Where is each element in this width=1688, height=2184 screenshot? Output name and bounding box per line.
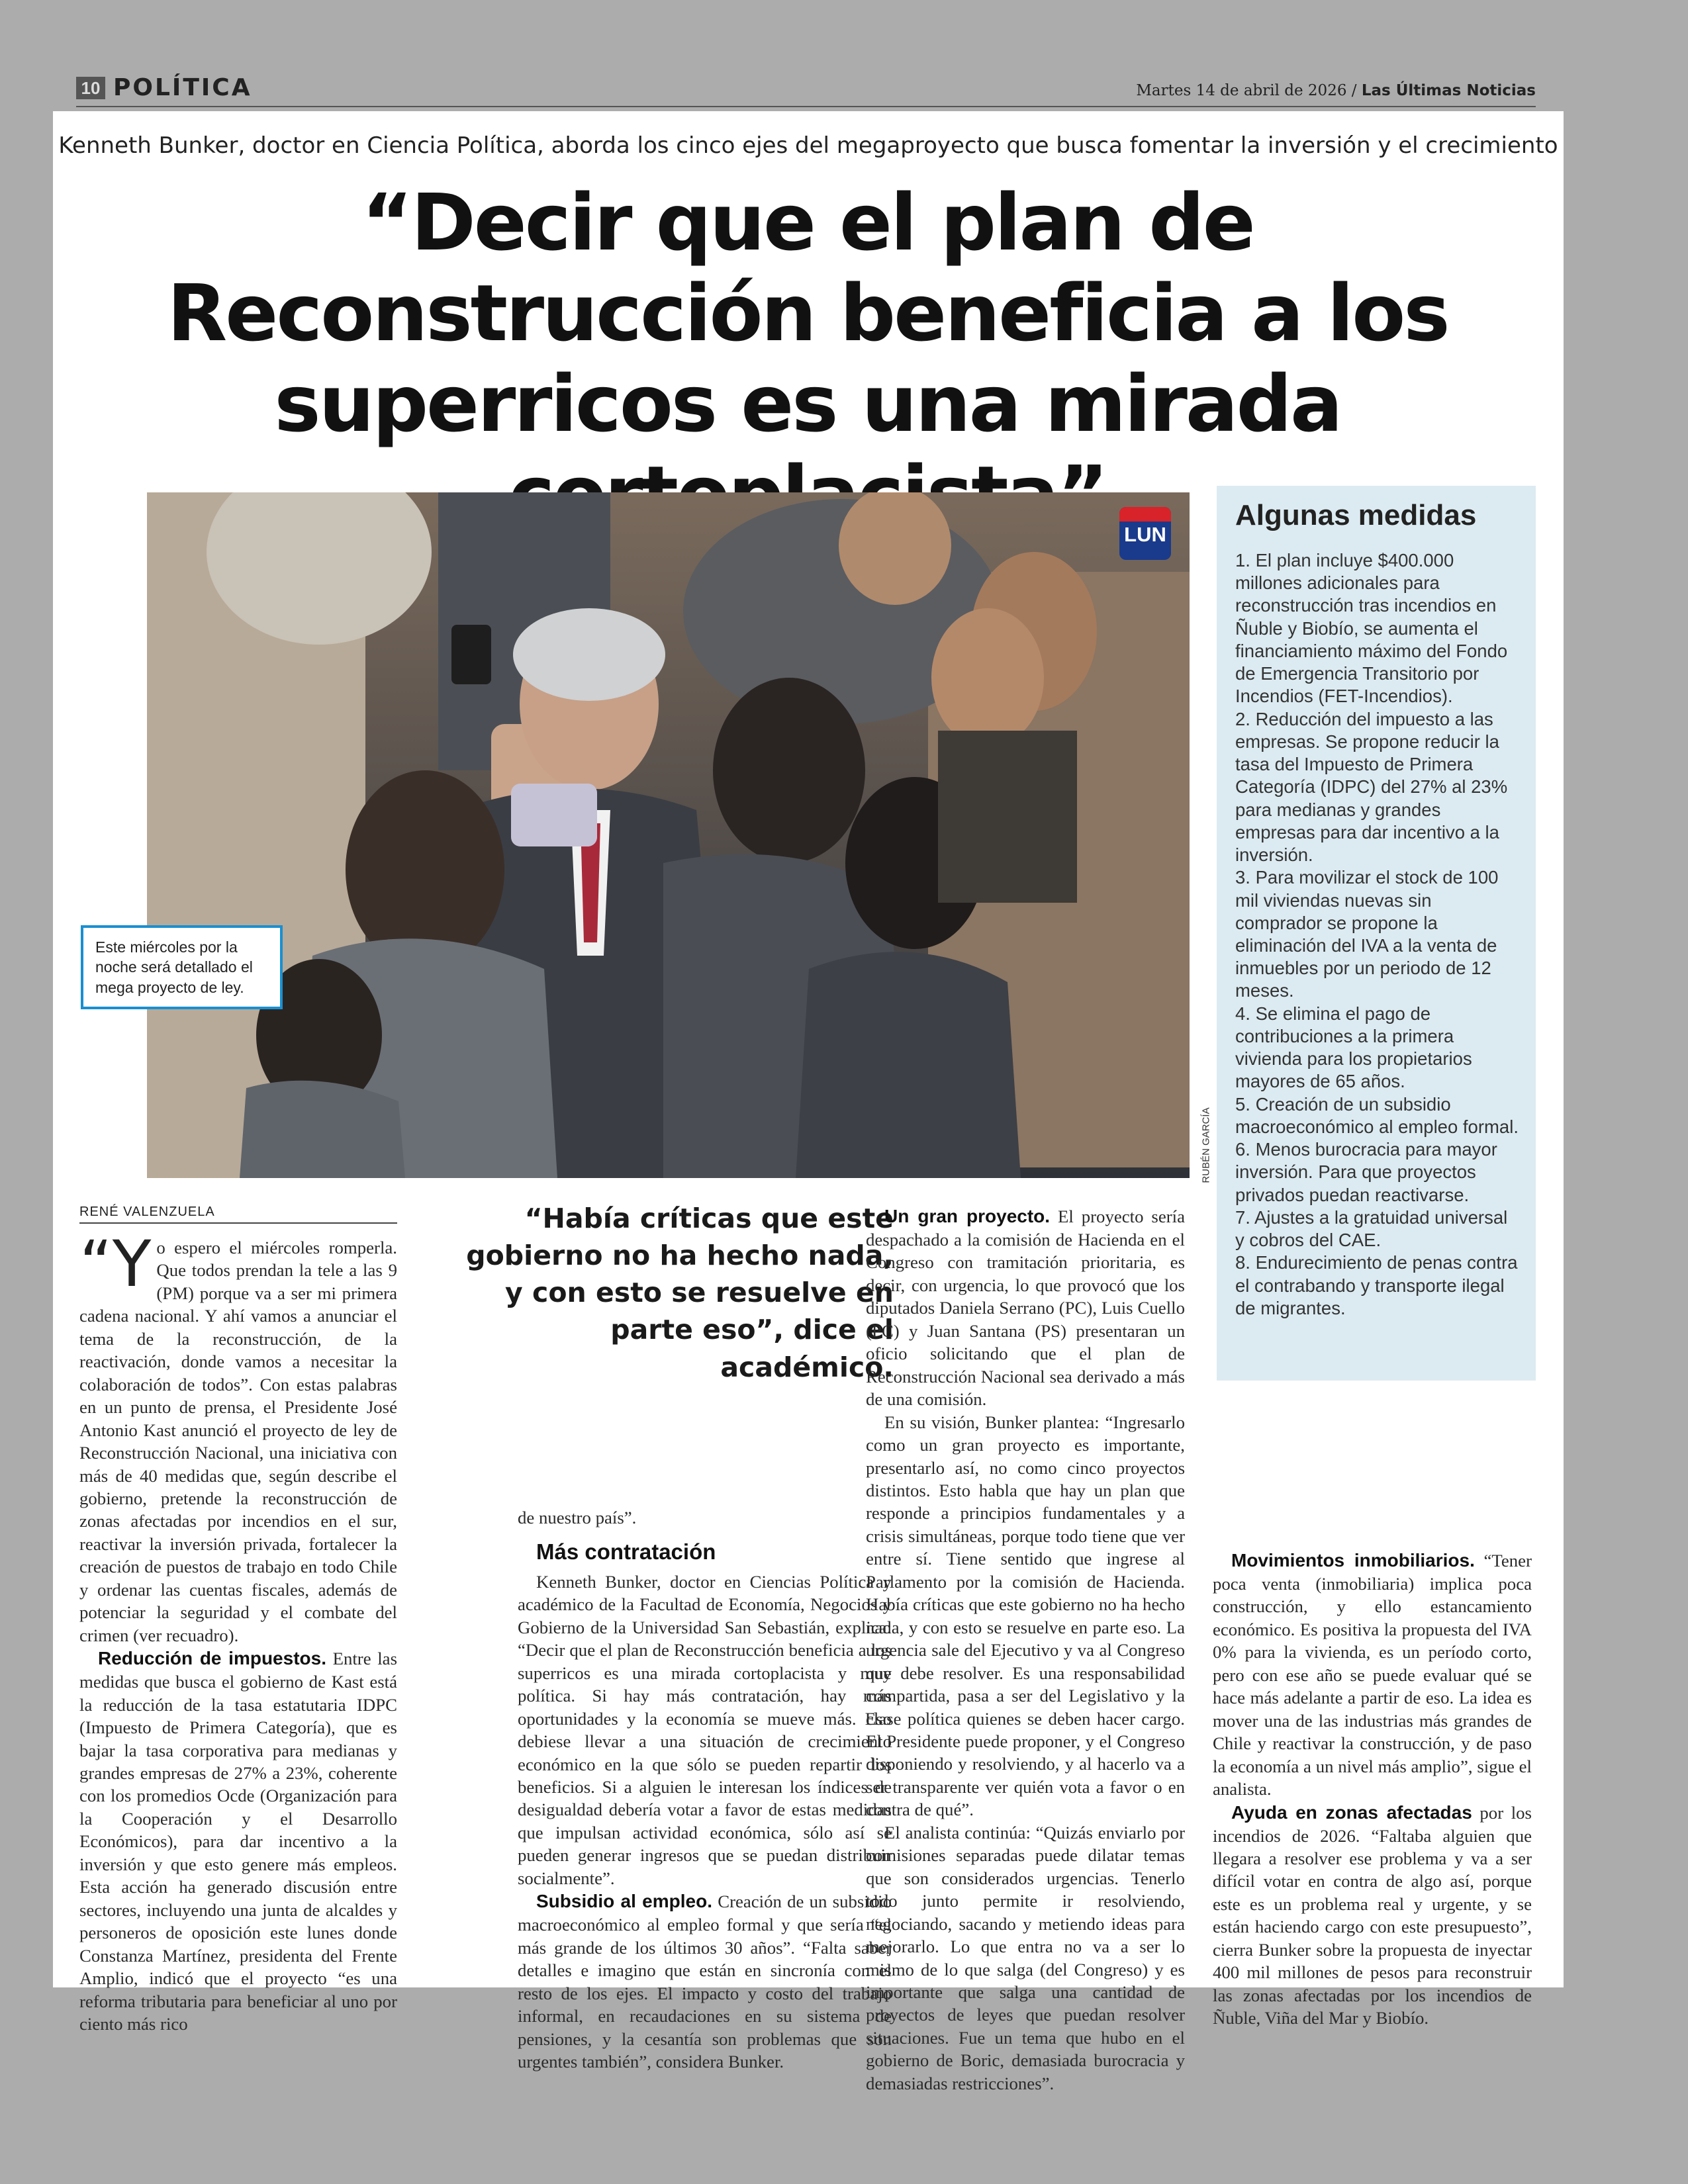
article-paragraph: Kenneth Bunker, doctor en Ciencias Política y académico de la Facultad de Economía, Negocios y Gobierno de la Universidad San Sebastián, explica: “Decir que el plan de Reconstrucción beneficia a los superricos es una mirada cortoplacista y muy política. Si hay más contratación, hay más oportunidades y la economía se mueve más. Eso debiese llevar a una situación de crecimiento económico en la que sólo se pueden repartir los beneficios. Si a alguien le interesan los índices de desigualdad debería votar a favor de estas medidas que impulsan actividad económica, sólo así se pueden generar ingresos que se puedan distribuir socialmente”. xyxy=(518,1571,892,1888)
crowd-photo-illustration xyxy=(147,492,1190,1178)
article-paragraph: de nuestro país”. xyxy=(518,1508,637,1527)
article-column-2 xyxy=(518,1506,892,2073)
sidebar-item: 1. El plan incluye $400.000 millones adicionales para reconstrucción tras incendios en Ñuble y Biobío, se aumenta el financiamiento máximo del Fondo de Emergencia Transitorio por Incendios (FET-Incendios). xyxy=(1235,550,1508,707)
subhead-proyecto: Un gran proyecto. xyxy=(884,1206,1051,1226)
dropcap: “Y xyxy=(79,1227,152,1301)
article-paragraph: Subsidio al empleo. Creación de un subsidio macroeconómico al empleo formal y que sería “el más grande de los últimos 30 años”. “Falta saber detalles e imagino que están en sincronía con el resto de los ejes. El impacto y costo del trabajo informal, en recaudaciones en su sistema de pensiones, y la cesantía son problemas que son urgentes también”, considera Bunker. xyxy=(518,1891,892,2071)
sidebar-item: 3. Para movilizar el stock de 100 mil viviendas nuevas sin comprador se propone la eliminación del IVA a la venta de inmuebles por un periodo de 12 meses. xyxy=(1235,867,1499,1001)
news-photo xyxy=(147,492,1190,1178)
article-paragraph: El analista continúa: “Quizás enviarlo por comisiones separadas puede dilatar temas que son considerados urgencias. Tenerlo todo junto permite ir resolviendo, negociando, sacando y metiendo ideas para mejorarlo. Lo que entra no va a ser lo mismo de lo que salga (del Congreso) y es importante que salga una cantidad de proyectos de leyes que puedan resolver situaciones. Fue un tema que hubo en el gobierno de Boric, demasiada burocracia y demasiadas restricciones”. xyxy=(866,1822,1185,2093)
page-number: 10 xyxy=(76,77,105,99)
sidebar-item: 5. Creación de un subsidio macroeconómico al empleo formal. xyxy=(1235,1093,1519,1137)
section-label: POLÍTICA xyxy=(113,74,252,101)
date: Martes 14 de abril de 2026 xyxy=(1136,82,1347,99)
article-paragraph: Un gran proyecto. El proyecto sería despachado a la comisión de Hacienda en el Congreso con tramitación prioritaria, es decir, con urgencia, lo que provocó que los diputados Daniela Serrano (PC), Luis Cuello (PC) y Juan Santana (PS) presentaran un oficio solicitando que el plan de Reconstrucción Nacional sea derivado a más de una comisión. xyxy=(866,1206,1186,1410)
sidebar-item: 6. Menos burocracia para mayor inversión. Para que proyectos privados puedan reactivarse. xyxy=(1235,1139,1497,1205)
sidebar-title: Algunas medidas xyxy=(1235,499,1477,531)
sidebar-box xyxy=(1217,486,1536,1381)
dateline-separator: / xyxy=(1346,82,1362,99)
kicker: Kenneth Bunker, doctor en Ciencia Política, aborda los cinco ejes del megaproyecto que busca fomentar la inversión y el crecimiento xyxy=(58,132,1558,159)
article-paragraph: Ayuda en zonas afectadas por los incendios de 2026. “Faltaba alguien que llegara a resolver ese problema y va a ser difícil votar en contra de algo así, porque este es un problema real y urgente, y se están haciendo cargo con este presupuesto”, cierra Bunker sobre la propuesta de inyectar 400 mil millones de pesos para reconstruir las zonas afectadas por los incendios de Ñuble, Viña del Mar y Biobío. xyxy=(1213,1801,1532,2028)
article-paragraph: “Yo espero el miércoles romperla. Que todos prendan la tele a las 9 (PM) porque va a ser mi primera cadena nacional. Y ahí vamos a anunciar el tema de la reconstrucción, de la reactivación, donde vamos a necesitar la colaboración de todos”. Con estas palabras en un punto de prensa, el Presidente José Antonio Kast anunció el proyecto de ley de Reconstrucción Nacional, una iniciativa con más de 40 medidas que, según describe el gobierno, pretende la reconstrucción de zonas afectadas por incendios en el sur, reactivar la inversión privada, fortalecer la creación de puestos de trabajo en todo Chile y ordenar las cuentas fiscales, además de potenciar la seguridad y el combate del crimen (ver recuadro). xyxy=(79,1227,397,1645)
sidebar-item: 4. Se elimina el pago de contribuciones a la primera vivienda para los propietarios mayores de 65 años. xyxy=(1235,1003,1472,1092)
article-paragraph: En su visión, Bunker plantea: “Ingresarlo como un gran proyecto es importante, presentarlo así, no como cinco proyectos distintos. Esto habla que hay un plan que responde a principios fundamentales y a crisis simultáneas, porque todo tiene que ver entre sí. Tiene sentido que ingrese al Parlamento por la comisión de Hacienda. Había críticas que este gobierno no ha hecho nada, y con esto se resuelve en parte eso. La urgencia sale del Ejecutivo y va al Congreso que debe resolver. Es una responsabilidad compartida, pasa a ser del Legislativo y la clase política quienes se deben hacer cargo. El Presidente puede proponer, y el Congreso disponiendo y resolviendo, y al hacerlo va a ser transparente ver quién vota a favor o en contra de qué”. xyxy=(866,1412,1185,1820)
lun-logo: LUN xyxy=(1119,507,1171,560)
article-column-3 xyxy=(866,1205,1185,2095)
subhead-contratacion: Más contratación xyxy=(536,1539,716,1565)
page-header xyxy=(76,73,1536,107)
byline: RENÉ VALENZUELA xyxy=(79,1205,397,1224)
sidebar-item: 8. Endurecimiento de penas contra el contrabando y transporte ilegal de migrantes. xyxy=(1235,1252,1518,1318)
dateline xyxy=(1136,82,1536,99)
article-paragraph: Reducción de impuestos. Entre las medidas que busca el gobierno de Kast está la reducción de la tasa estatutaria IDPC (Impuesto de Primera Categoría), que es bajar la tasa corporativa para medianas y grandes empresas de 27% a 23%, coherente con los promedios Ocde (Organización para la Cooperación y el Desarrollo Económicos), para dar incentivo a la inversión y que esto genere más empleos. Esta acción ha generado discusión entre sectores, incluyendo una junta de alcaldes y personeros de oposición este lunes donde Constanza Martínez, presidenta del Frente Amplio, indicó que el proyecto “es una reforma tributaria para beneficiar al uno por ciento más rico xyxy=(79,1648,397,2034)
subhead-zonas: Ayuda en zonas afectadas xyxy=(1231,1801,1472,1823)
newspaper-page xyxy=(53,111,1564,2093)
article-paragraph: Movimientos inmobiliarios. “Tener poca venta (inmobiliaria) implica poca construcción, y ello estancamiento económico. Es positiva la propuesta del IVA 0% para la vivienda, es un período corto, pero con ese año se puede evaluar qué se hace más adelante a partir de eso. La idea es mover una de las industrias más grandes de Chile y reactivar la construcción, y de paso la economía a un nivel más amplio”, sigue el analista. xyxy=(1213,1550,1532,1799)
pull-quote: “Había críticas que este gobierno no ha hecho nada, y con esto se resuelve en parte eso”, dice el académico. xyxy=(466,1203,894,1383)
subhead-subsidio: Subsidio al empleo. xyxy=(536,1891,712,1912)
photo-credit: RUBÉN GARCÍA xyxy=(1200,1107,1212,1183)
article-column-4 xyxy=(1213,1549,1532,2030)
sidebar-item: 7. Ajustes a la gratuidad universal y cobros del CAE. xyxy=(1235,1206,1508,1251)
subhead-impuestos: Reducción de impuestos. xyxy=(98,1648,326,1669)
photo-caption: Este miércoles por la noche será detallado el mega proyecto de ley. xyxy=(81,925,283,1009)
subhead-inmobiliarios: Movimientos inmobiliarios. xyxy=(1231,1550,1475,1570)
sidebar-item: 2. Reducción del impuesto a las empresas. Se propone reducir la tasa del Impuesto de Primera Categoría (IDPC) del 27% al 23% para medianas y grandes empresas para dar incentivo a la inversión. xyxy=(1235,708,1508,866)
article-column-1 xyxy=(79,1227,397,2035)
headline: “Decir que el plan de Reconstrucción beneficia a los superricos es una mirada xyxy=(167,177,1448,449)
publication-name: Las Últimas Noticias xyxy=(1361,82,1536,99)
